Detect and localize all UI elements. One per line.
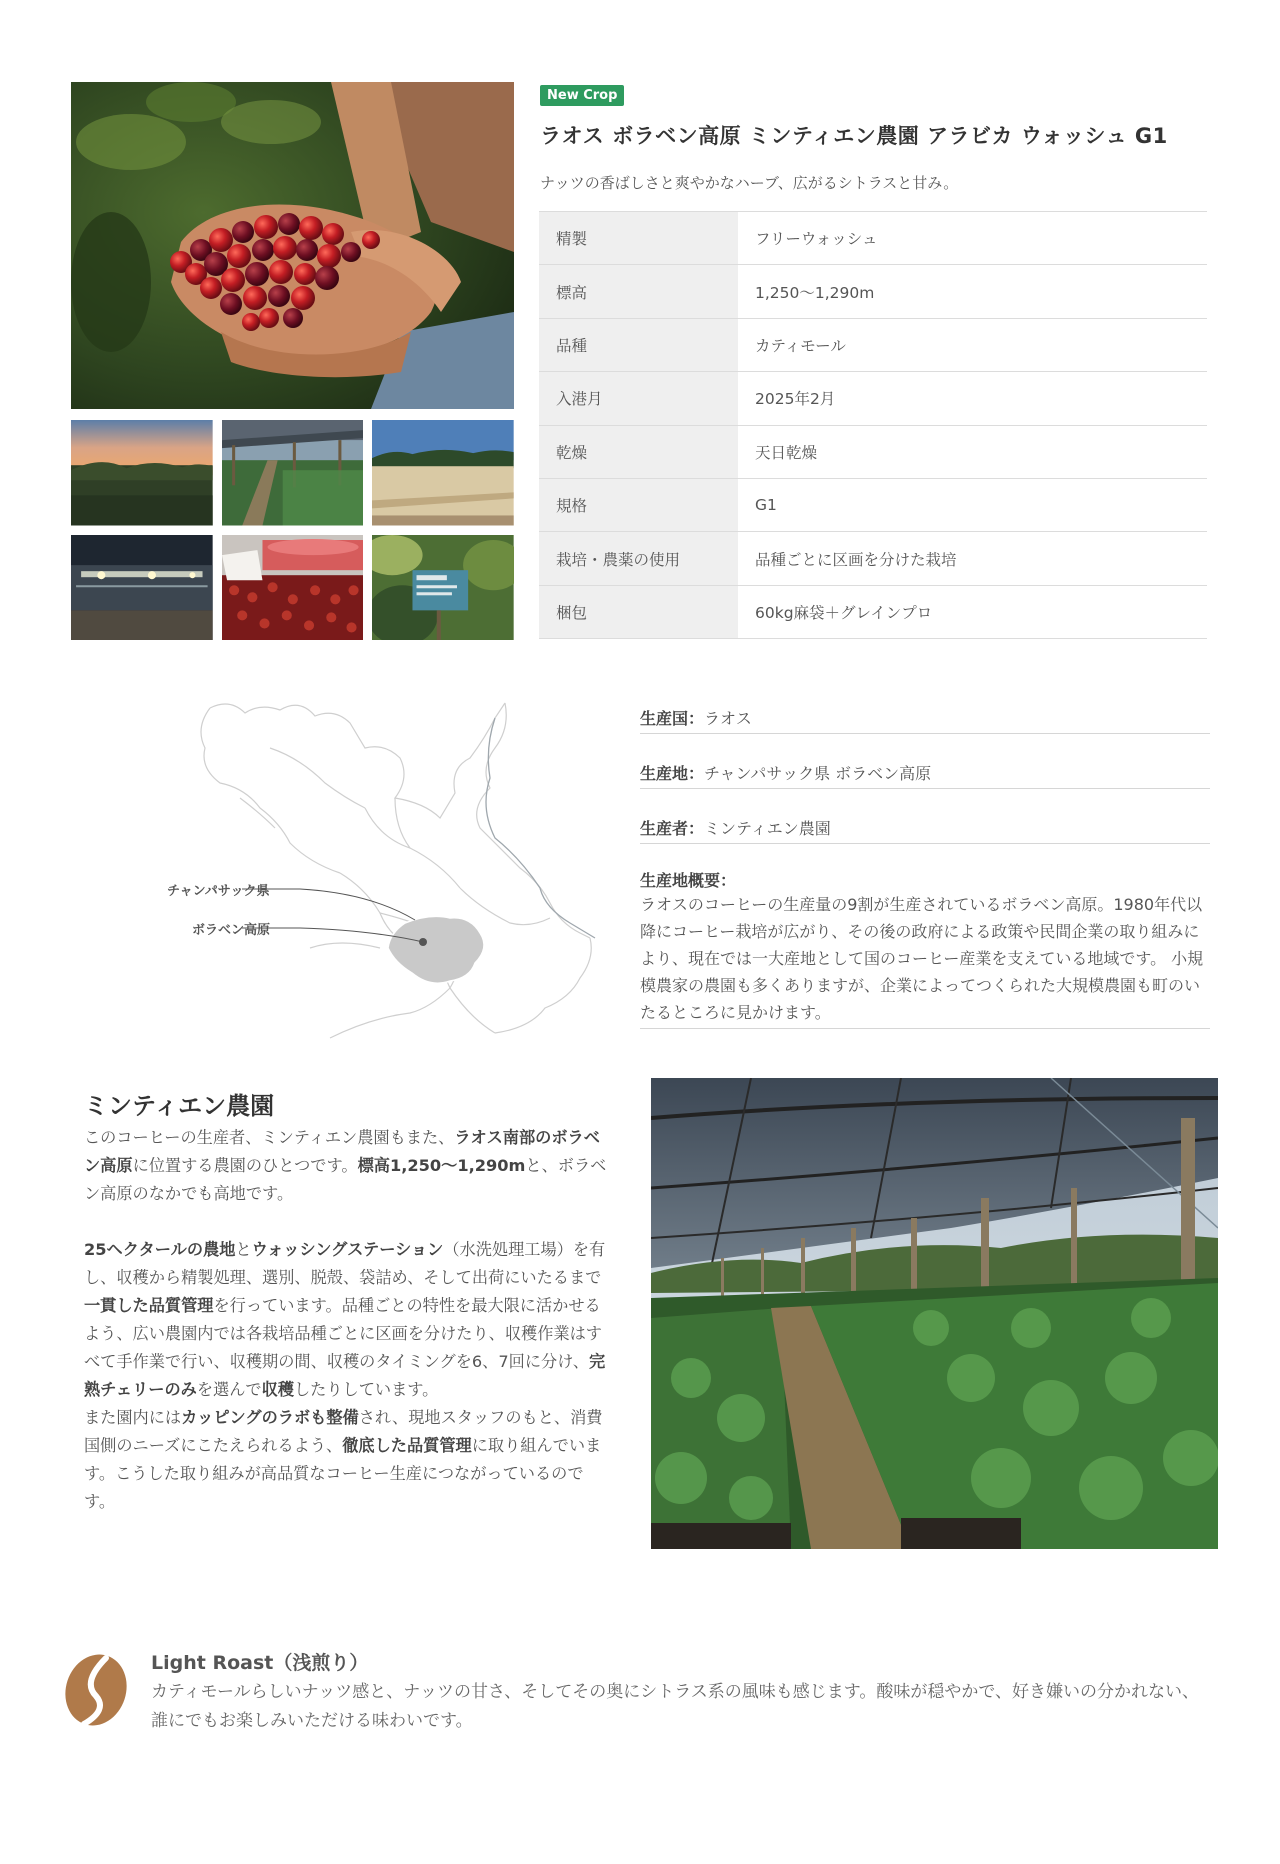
thumbnail-station-night[interactable] <box>71 535 213 641</box>
spec-row-process <box>539 212 1207 265</box>
origin-overview-text: ラオスのコーヒーの生産量の9割が生産されているボラベン高原。1980年代以降にコーヒー栽培が広がり、その後の政府による政策や民間企業の取り組みにより、現在では一大産地として国のコーヒー産業を支えている地域です。 小規模農家の農園も多くありますが、企業によってつくられた大規模農園も町のいたるところに見かけます。 <box>640 891 1210 1029</box>
spec-label: 品種 <box>539 318 738 371</box>
spec-value: カティモール <box>738 318 1207 371</box>
text-run: され、現地スタッフのもと、消費国側のニーズにこたえられるよう、 <box>84 1408 603 1455</box>
map-label-plateau: ボラベン高原 <box>192 923 271 938</box>
spec-label: 精製 <box>539 212 738 265</box>
farm-paragraph-3 <box>84 1404 612 1516</box>
map-label-province: チャンパサック県 <box>167 884 270 899</box>
emphasis-text: 一貫した品質管理 <box>84 1296 214 1315</box>
origin-country <box>640 706 1210 734</box>
origin-overview <box>640 868 1210 1029</box>
origin-region <box>640 761 1210 789</box>
origin-region-label: 生産地： <box>640 764 705 783</box>
product-title: ラオス ボラベン高原 ミンティエン農園 アラビカ ウォッシュ G1 <box>540 124 1168 148</box>
emphasis-text: 徹底した品質管理 <box>342 1436 472 1455</box>
farm-title: ミンティエン農園 <box>84 1092 275 1120</box>
farm-paragraph-2 <box>84 1236 612 1404</box>
spec-row-drying <box>539 425 1207 478</box>
spec-label: 規格 <box>539 478 738 531</box>
roast-description: カティモールらしいナッツ感と、ナッツの甘さ、そしてその奥にシトラス系の風味も感じます。酸味が穏やかで、好き嫌いの分かれない、誰にでもお楽しみいただける味わいです。 <box>151 1682 1200 1731</box>
thumbnail-plot-sign[interactable] <box>372 535 514 641</box>
farm-description <box>84 1124 612 1516</box>
emphasis-text: 25ヘクタールの農地 <box>84 1240 236 1259</box>
coffee-bean-icon <box>62 1652 130 1728</box>
spec-label: 梱包 <box>539 585 738 638</box>
text-run: と、ボラベン高原のなかでも高地です。 <box>84 1156 607 1203</box>
spec-row-altitude <box>539 265 1207 318</box>
spec-value: G1 <box>738 478 1207 531</box>
emphasis-text: 収穫 <box>261 1380 294 1399</box>
text-run: と <box>235 1240 252 1259</box>
origin-country-value: ラオス <box>704 709 752 728</box>
text-run: を選んで <box>196 1380 262 1399</box>
text-run: を行っています。品種ごとの特性を最大限に活かせるよう、広い農園内では各栽培品種ごとに区画を分けたり、収穫作業はすべて手作業で行い、収穫期の間、収穫のタイミングを6、7回に分け、 <box>84 1296 602 1371</box>
thumbnail-cherries-tank[interactable] <box>222 535 364 641</box>
origin-producer <box>640 816 1210 844</box>
product-subtitle: ナッツの香ばしさと爽やかなハーブ、広がるシトラスと甘み。 <box>540 174 959 192</box>
spec-value: 品種ごとに区画を分けた栽培 <box>738 532 1207 585</box>
thumbnail-drying-beds[interactable] <box>372 420 514 526</box>
spec-label: 入港月 <box>539 372 738 425</box>
emphasis-text: ラオス南部のボラベン高原 <box>84 1128 600 1175</box>
spec-row-cultivation <box>539 532 1207 585</box>
origin-region-value: チャンパサック県 ボラベン高原 <box>704 764 932 783</box>
thumbnail-sunset-landscape[interactable] <box>71 420 213 526</box>
emphasis-text: カッピングのラボも整備 <box>181 1408 359 1427</box>
spec-label: 栽培・農薬の使用 <box>539 532 738 585</box>
hero-photo-coffee-cherries <box>71 82 514 409</box>
spec-label: 標高 <box>539 265 738 318</box>
emphasis-text: ウォッシングステーション <box>251 1240 444 1259</box>
spec-value: フリーウォッシュ <box>738 212 1207 265</box>
new-crop-badge: New Crop <box>540 85 624 106</box>
spec-row-arrival <box>539 372 1207 425</box>
origin-producer-value: ミンティエン農園 <box>704 819 831 838</box>
text-run: に取り組んでいます。こうした取り組みが高品質なコーヒー生産につながっているのです。 <box>84 1436 602 1511</box>
text-run: このコーヒーの生産者、ミンティエン農園もまた、 <box>84 1128 455 1147</box>
spec-value: 2025年2月 <box>738 372 1207 425</box>
farm-paragraph-1 <box>84 1124 612 1208</box>
text-run: （水洗処理工場）を有し、収穫から精製処理、選別、脱殻、袋詰め、そして出荷にいたるまで <box>84 1240 606 1287</box>
spec-label: 乾燥 <box>539 425 738 478</box>
text-run: に位置する農園のひとつです。 <box>132 1156 358 1175</box>
emphasis-text: 完熟チェリーのみ <box>84 1352 606 1399</box>
laos-map <box>150 688 610 1048</box>
text-run: したりしています。 <box>293 1380 439 1399</box>
spec-value: 天日乾燥 <box>738 425 1207 478</box>
origin-overview-label: 生産地概要： <box>640 871 737 890</box>
text-run: また園内には <box>84 1408 182 1427</box>
origin-producer-label: 生産者： <box>640 819 705 838</box>
spec-row-grade <box>539 478 1207 531</box>
farm-nursery-photo <box>651 1078 1218 1549</box>
thumbnail-nursery[interactable] <box>222 420 364 526</box>
spec-row-packing <box>539 585 1207 638</box>
roast-title: Light Roast（浅煎り） <box>151 1652 369 1674</box>
thumbnail-gallery <box>71 420 514 640</box>
spec-row-variety <box>539 318 1207 371</box>
spec-table <box>539 211 1207 639</box>
emphasis-text: 標高1,250〜1,290m <box>357 1156 526 1175</box>
spec-value: 1,250〜1,290m <box>738 265 1207 318</box>
spec-value: 60kg麻袋＋グレインプロ <box>738 585 1207 638</box>
origin-country-label: 生産国： <box>640 709 705 728</box>
